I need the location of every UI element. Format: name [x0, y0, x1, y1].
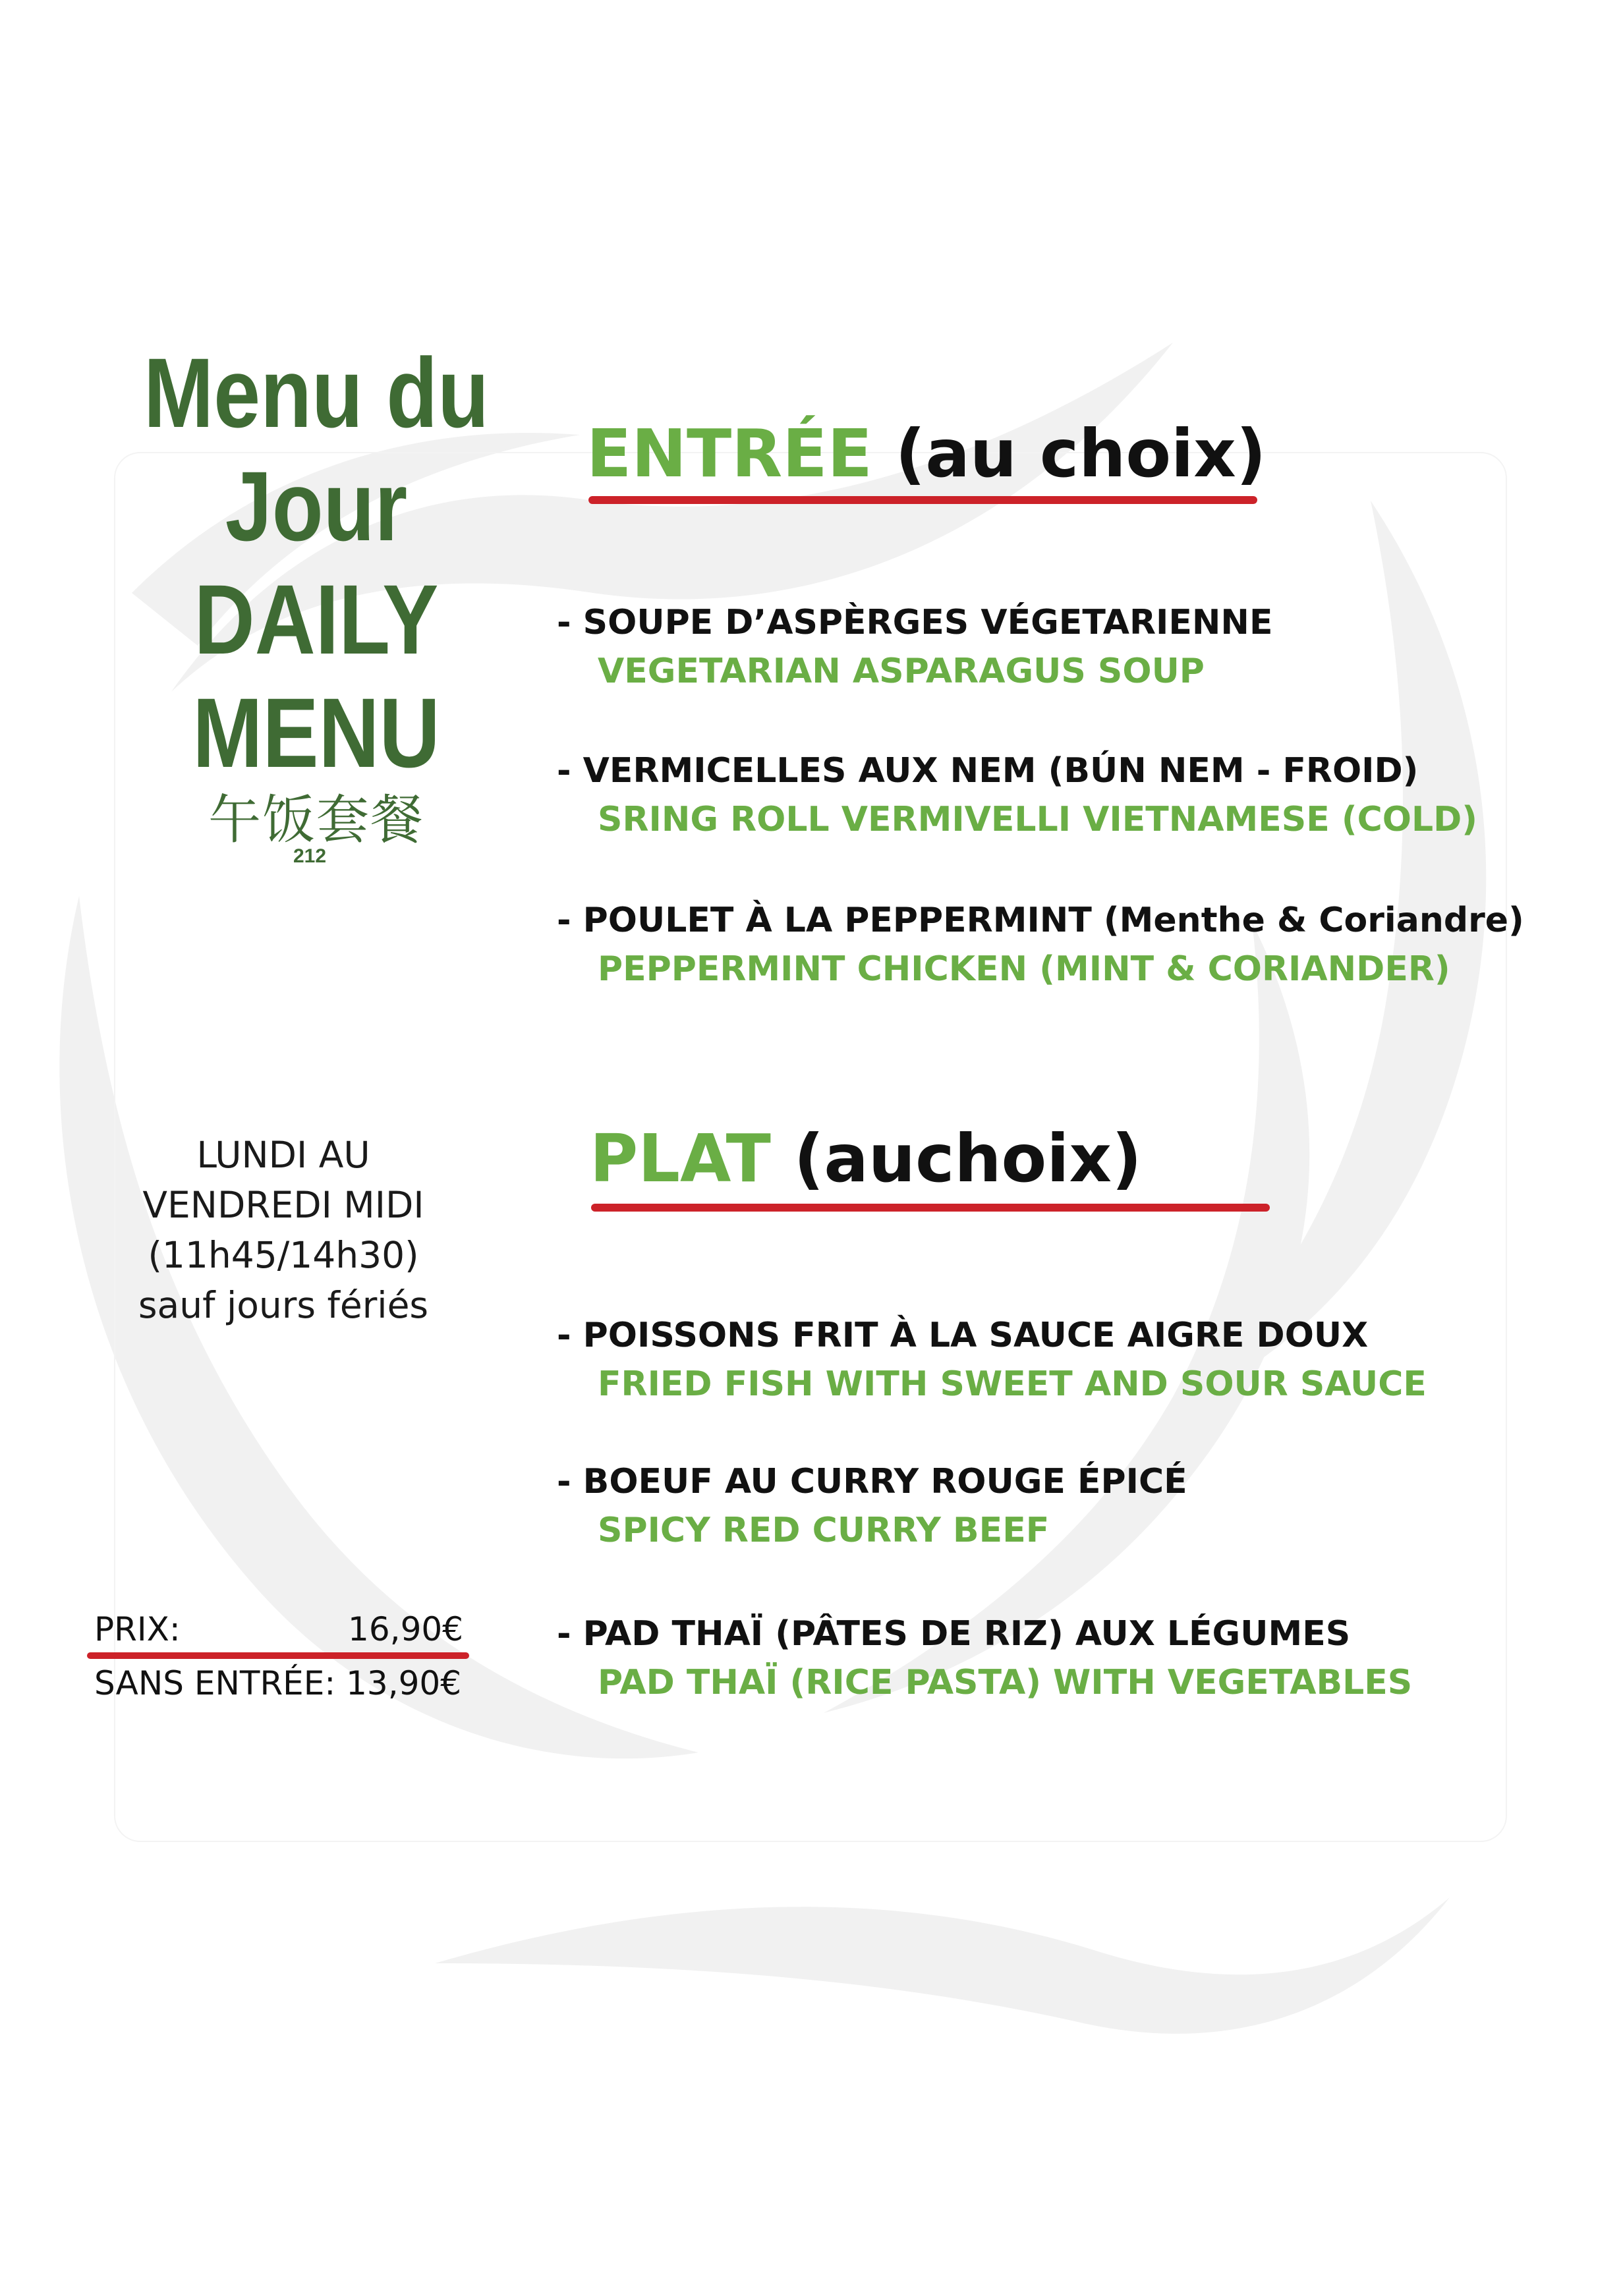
price-value: 16,90€ [348, 1610, 463, 1648]
no-starter-price: SANS ENTRÉE: 13,90€ [94, 1664, 462, 1702]
schedule-line-1: LUNDI AU [196, 1134, 370, 1176]
main-title-underline [591, 1204, 1270, 1212]
starter-item-french: - SOUPE D’ASPÈRGES VÉGETARIENNE [557, 603, 1273, 642]
starter-item-english: VEGETARIAN ASPARAGUS SOUP [598, 652, 1205, 691]
price-underline [87, 1652, 469, 1659]
title-line-2: Jour [225, 451, 408, 561]
price-block [94, 1606, 463, 1656]
starter-item [557, 598, 1272, 696]
main-item [557, 1610, 1412, 1707]
main-item-french: - BOEUF AU CURRY ROUGE ÉPICÉ [557, 1462, 1187, 1501]
main-item-french: - PAD THAÏ (PÂTES DE RIZ) AUX LÉGUMES [557, 1614, 1351, 1654]
main-item [557, 1457, 1187, 1555]
starter-item-french: - POULET À LA PEPPERMINT (Menthe & Coriandre) [557, 901, 1524, 940]
main-item-english: FRIED FISH WITH SWEET AND SOUR SAUCE [598, 1364, 1427, 1404]
schedule-line-2: VENDREDI MIDI [142, 1184, 424, 1226]
schedule-info [105, 1130, 461, 1330]
main-item-french: - POISSONS FRIT À LA SAUCE AIGRE DOUX [557, 1316, 1369, 1355]
main-item [557, 1311, 1427, 1409]
title-line-3: DAILY [194, 564, 439, 675]
starter-section-title [586, 415, 1267, 492]
starter-title-main: ENTRÉE [586, 415, 872, 492]
starter-item [557, 896, 1524, 994]
main-item-english: PAD THAÏ (RICE PASTA) WITH VEGETABLES [598, 1663, 1413, 1702]
main-item-english: SPICY RED CURRY BEEF [598, 1511, 1050, 1550]
starter-title-underline [588, 496, 1257, 504]
price-label: PRIX: [94, 1610, 181, 1648]
main-section-title [590, 1120, 1142, 1197]
chinese-title: 午饭套餐 [208, 789, 424, 851]
starter-item-english: SRING ROLL VERMIVELLI VIETNAMESE (COLD) [598, 800, 1478, 839]
schedule-line-4: sauf jours fériés [138, 1284, 429, 1326]
starter-title-sub: (au choix) [895, 415, 1267, 492]
starter-item-english: PEPPERMINT CHICKEN (MINT & CORIANDER) [598, 949, 1450, 989]
starter-item-french: - VERMICELLES AUX NEM (BÚN NEM - FROID) [557, 751, 1419, 791]
starter-item [557, 746, 1477, 844]
title-line-4: MENU [192, 677, 440, 788]
main-title-main: PLAT [590, 1120, 771, 1197]
schedule-line-3: (11h45/14h30) [148, 1234, 419, 1276]
menu-title [112, 336, 521, 789]
menu-code: 212 [293, 845, 327, 867]
title-line-1: Menu du [143, 337, 490, 448]
main-title-sub: (auchoix) [793, 1120, 1142, 1197]
